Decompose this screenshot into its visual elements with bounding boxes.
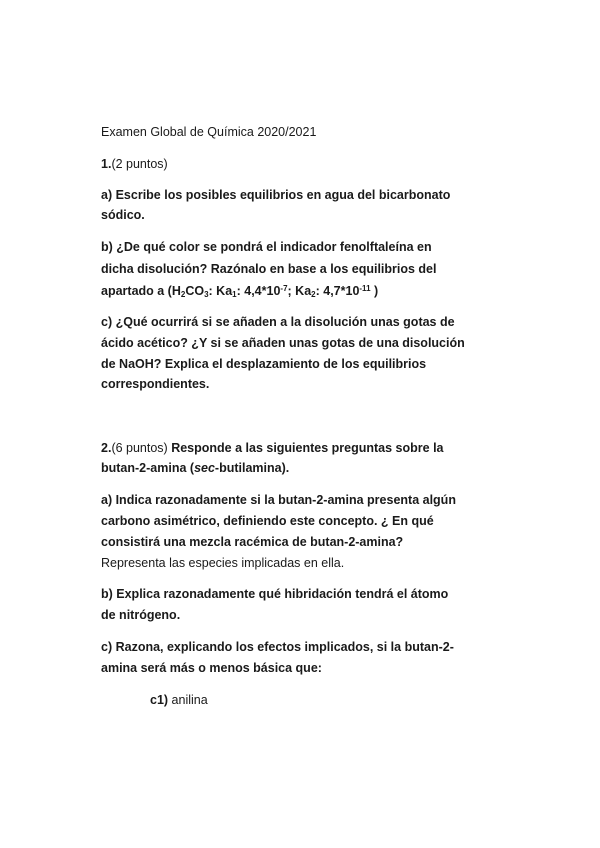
q1-c-line3: de NaOH? Explica el desplazamiento de los equilibrios [101,357,427,371]
q1-b-line3: apartado a ($H_2CO_3$: $Ka_1$: $4,4*10^{-7}$; $Ka_2$: $4,7*10^{-11}$ ) [101,284,379,299]
exam-title: Examen Global de Química 2020/2021 [101,125,317,139]
q1-b-line1: b) ¿De qué color se pondrá el indicador fenolftaleína en [101,240,432,254]
q1-header [101,156,168,172]
q2-points: (6 puntos) [111,441,168,455]
q1-number: 1. [101,157,112,171]
q1-points: (2 puntos) [111,157,168,171]
q2-b-line1: b) Explica razonadamente qué hibridación tendrá el átomo [101,587,449,601]
q2-c-line2: amina será más o menos básica que: [101,661,322,675]
q2-c1-item [150,692,208,708]
q2-header: 2.(6 puntos) Responde a las siguientes preguntas sobre la [101,441,444,455]
q2-number: 2. [101,441,112,455]
q1-c-line1: c) ¿Qué ocurrirá si se añaden a la disolución unas gotas de [101,315,455,329]
q1-c-line2: ácido acético? ¿Y si se añaden unas gotas de una disolución [101,336,465,350]
q2-a-line2: carbono asimétrico, definiendo este concepto. ¿ En qué [101,514,434,528]
q1-a-line2: sódico. [101,208,145,222]
q1-b-line2: dicha disolución? Razónalo en base a los equilibrios del [101,262,437,276]
q2-c-line1: c) Razona, explicando los efectos implicados, si la butan-2- [101,640,454,654]
q2-c1-text: anilina [168,693,208,707]
q2-a-line4: Representa las especies implicadas en ella. [101,556,345,570]
q2-c1-label: c1) [150,693,169,707]
q2-b-line2: de nitrógeno. [101,608,181,622]
q2-a-line3: consistirá una mezcla racémica de butan-2-amina? [101,535,404,549]
q1-a-line1: a) Escribe los posibles equilibrios en agua del bicarbonato [101,188,451,202]
q2-intro-line2: butan-2-amina (sec-butilamina). [101,461,290,475]
q1-c-line4: correspondientes. [101,377,210,391]
q2-a-line1: a) Indica razonadamente si la butan-2-amina presenta algún [101,493,456,507]
